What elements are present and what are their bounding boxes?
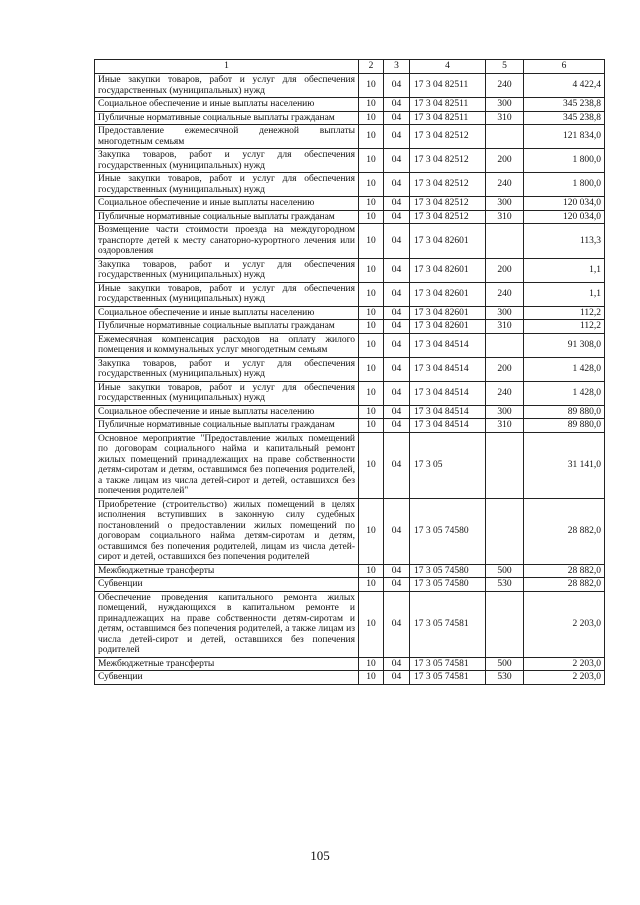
row-target-code: 17 3 04 82512: [410, 173, 486, 197]
row-name: Закупка товаров, работ и услуг для обеспечения государственных (муниципальных) нужд: [95, 357, 359, 381]
row-section: 10: [359, 306, 384, 320]
row-expense-type: 500: [486, 657, 524, 671]
row-subsection: 04: [384, 671, 410, 685]
row-section: 10: [359, 564, 384, 578]
row-amount: 1,1: [524, 282, 605, 306]
row-target-code: 17 3 05 74580: [410, 578, 486, 592]
row-section: 10: [359, 98, 384, 112]
row-target-code: 17 3 04 82511: [410, 98, 486, 112]
row-name: Иные закупки товаров, работ и услуг для обеспечения государственных (муниципальных) нужд: [95, 282, 359, 306]
row-amount: 121 834,0: [524, 125, 605, 149]
row-amount: 1 428,0: [524, 381, 605, 405]
row-section: 10: [359, 432, 384, 498]
row-amount: 120 034,0: [524, 197, 605, 211]
row-target-code: 17 3 04 82512: [410, 125, 486, 149]
row-subsection: 04: [384, 224, 410, 259]
row-section: 10: [359, 197, 384, 211]
row-expense-type: 200: [486, 258, 524, 282]
row-name: Межбюджетные трансферты: [95, 657, 359, 671]
row-subsection: 04: [384, 432, 410, 498]
row-section: 10: [359, 333, 384, 357]
table-row: [95, 74, 605, 98]
header-col-subsection: 3: [384, 60, 410, 74]
row-expense-type: 530: [486, 671, 524, 685]
row-amount: 345 238,8: [524, 98, 605, 112]
row-target-code: 17 3 05 74580: [410, 564, 486, 578]
row-amount: 112,2: [524, 320, 605, 334]
page-number: 105: [310, 848, 330, 863]
row-subsection: 04: [384, 306, 410, 320]
row-target-code: 17 3 04 84514: [410, 405, 486, 419]
table-row: [95, 381, 605, 405]
table-body: [95, 74, 605, 685]
row-target-code: 17 3 05: [410, 432, 486, 498]
table-row: [95, 591, 605, 657]
row-section: 10: [359, 357, 384, 381]
row-amount: 1 800,0: [524, 149, 605, 173]
row-amount: 2 203,0: [524, 591, 605, 657]
row-name: Закупка товаров, работ и услуг для обеспечения государственных (муниципальных) нужд: [95, 258, 359, 282]
row-target-code: 17 3 05 74581: [410, 591, 486, 657]
row-section: 10: [359, 381, 384, 405]
row-subsection: 04: [384, 197, 410, 211]
row-section: 10: [359, 419, 384, 433]
row-name: Обеспечение проведения капитального ремонта жилых помещений, нуждающихся в капитальном ремонте и принадлежащих на праве собственности детям-сиротам и детям, оставшимся без попечения родителей, а также лицам из числа детей-сирот и детей, оставшихся без попечения родителей: [95, 591, 359, 657]
table-row: [95, 197, 605, 211]
row-section: 10: [359, 258, 384, 282]
row-name: Иные закупки товаров, работ и услуг для обеспечения государственных (муниципальных) нужд: [95, 381, 359, 405]
row-name: Социальное обеспечение и иные выплаты населению: [95, 306, 359, 320]
row-amount: 2 203,0: [524, 671, 605, 685]
table-row: [95, 578, 605, 592]
row-subsection: 04: [384, 578, 410, 592]
row-target-code: 17 3 04 84514: [410, 357, 486, 381]
row-subsection: 04: [384, 320, 410, 334]
row-target-code: 17 3 05 74580: [410, 498, 486, 564]
table-row: [95, 306, 605, 320]
row-subsection: 04: [384, 111, 410, 125]
table-row: [95, 149, 605, 173]
row-target-code: 17 3 05 74581: [410, 657, 486, 671]
row-subsection: 04: [384, 149, 410, 173]
row-amount: 112,2: [524, 306, 605, 320]
row-name: Основное мероприятие "Предоставление жилых помещений по договорам социального найма и капитальный ремонт жилых помещений принадлежащих на праве собственности детям-сиротам и детям, оставшимся без попечения родителей, а также лицам из числа детей-сирот и детей, оставшихся без попечения родителей": [95, 432, 359, 498]
row-subsection: 04: [384, 74, 410, 98]
row-target-code: 17 3 04 84514: [410, 333, 486, 357]
row-section: 10: [359, 498, 384, 564]
row-name: Закупка товаров, работ и услуг для обеспечения государственных (муниципальных) нужд: [95, 149, 359, 173]
row-subsection: 04: [384, 357, 410, 381]
row-section: 10: [359, 320, 384, 334]
row-expense-type: 300: [486, 98, 524, 112]
row-amount: 89 880,0: [524, 419, 605, 433]
row-subsection: 04: [384, 591, 410, 657]
row-name: Возмещение части стоимости проезда на междугородном транспорте детей к месту санаторно-курортного лечения или оздоровления: [95, 224, 359, 259]
table-row: [95, 125, 605, 149]
row-section: 10: [359, 74, 384, 98]
row-amount: 89 880,0: [524, 405, 605, 419]
row-amount: 1,1: [524, 258, 605, 282]
row-section: 10: [359, 282, 384, 306]
row-name: Предоставление ежемесячной денежной выплаты многодетным семьям: [95, 125, 359, 149]
row-target-code: 17 3 04 82511: [410, 111, 486, 125]
row-name: Межбюджетные трансферты: [95, 564, 359, 578]
row-amount: 28 882,0: [524, 498, 605, 564]
budget-table-sheet: [94, 59, 604, 685]
row-amount: 4 422,4: [524, 74, 605, 98]
header-col-expense-type: 5: [486, 60, 524, 74]
row-name: Социальное обеспечение и иные выплаты населению: [95, 98, 359, 112]
row-name: Социальное обеспечение и иные выплаты населению: [95, 197, 359, 211]
row-amount: 345 238,8: [524, 111, 605, 125]
row-section: 10: [359, 224, 384, 259]
row-expense-type: 300: [486, 197, 524, 211]
row-section: 10: [359, 210, 384, 224]
row-subsection: 04: [384, 210, 410, 224]
row-amount: 1 800,0: [524, 173, 605, 197]
row-expense-type: [486, 224, 524, 259]
table-row: [95, 210, 605, 224]
row-target-code: 17 3 04 82511: [410, 74, 486, 98]
table-row: [95, 173, 605, 197]
table-row: [95, 333, 605, 357]
row-section: 10: [359, 591, 384, 657]
table-row: [95, 498, 605, 564]
row-expense-type: 300: [486, 306, 524, 320]
row-subsection: 04: [384, 381, 410, 405]
row-target-code: 17 3 04 82512: [410, 210, 486, 224]
row-name: Иные закупки товаров, работ и услуг для обеспечения государственных (муниципальных) нужд: [95, 74, 359, 98]
row-target-code: 17 3 04 82601: [410, 282, 486, 306]
table-row: [95, 657, 605, 671]
table-row: [95, 258, 605, 282]
row-section: 10: [359, 125, 384, 149]
row-target-code: 17 3 05 74581: [410, 671, 486, 685]
row-expense-type: 310: [486, 419, 524, 433]
row-subsection: 04: [384, 173, 410, 197]
row-amount: 31 141,0: [524, 432, 605, 498]
row-amount: 1 428,0: [524, 357, 605, 381]
row-section: 10: [359, 149, 384, 173]
row-subsection: 04: [384, 98, 410, 112]
row-expense-type: 200: [486, 357, 524, 381]
header-col-name: 1: [95, 60, 359, 74]
table-header-row: [95, 60, 605, 74]
row-name: Социальное обеспечение и иные выплаты населению: [95, 405, 359, 419]
row-target-code: 17 3 04 82601: [410, 320, 486, 334]
table-row: [95, 564, 605, 578]
row-amount: 28 882,0: [524, 578, 605, 592]
table-row: [95, 357, 605, 381]
row-expense-type: 240: [486, 74, 524, 98]
row-name: Публичные нормативные социальные выплаты гражданам: [95, 210, 359, 224]
table-row: [95, 224, 605, 259]
row-section: 10: [359, 405, 384, 419]
row-subsection: 04: [384, 405, 410, 419]
row-expense-type: [486, 591, 524, 657]
row-name: Субвенции: [95, 578, 359, 592]
row-expense-type: 500: [486, 564, 524, 578]
row-section: 10: [359, 578, 384, 592]
row-section: 10: [359, 671, 384, 685]
row-expense-type: 200: [486, 149, 524, 173]
row-expense-type: 530: [486, 578, 524, 592]
table-row: [95, 405, 605, 419]
row-amount: 91 308,0: [524, 333, 605, 357]
row-name: Приобретение (строительство) жилых помещений в целях исполнения вступивших в законную силу судебных постановлений о предоставлении жилых помещений по договорам социального найма детям-сиротам и детям, оставшимся без попечения родителей, лицам из числа детей-сирот и детей, оставшихся без попечения родителей: [95, 498, 359, 564]
header-col-amount: 6: [524, 60, 605, 74]
row-name: Иные закупки товаров, работ и услуг для обеспечения государственных (муниципальных) нужд: [95, 173, 359, 197]
row-subsection: 04: [384, 564, 410, 578]
table-row: [95, 671, 605, 685]
row-amount: 28 882,0: [524, 564, 605, 578]
row-name: Субвенции: [95, 671, 359, 685]
row-target-code: 17 3 04 82512: [410, 149, 486, 173]
row-target-code: 17 3 04 82601: [410, 258, 486, 282]
table-row: [95, 98, 605, 112]
row-section: 10: [359, 173, 384, 197]
table-row: [95, 111, 605, 125]
row-subsection: 04: [384, 498, 410, 564]
row-target-code: 17 3 04 82601: [410, 224, 486, 259]
row-amount: 2 203,0: [524, 657, 605, 671]
table-row: [95, 320, 605, 334]
budget-table: [94, 59, 605, 685]
row-section: 10: [359, 111, 384, 125]
row-subsection: 04: [384, 125, 410, 149]
row-expense-type: 240: [486, 173, 524, 197]
header-col-target-code: 4: [410, 60, 486, 74]
row-expense-type: 310: [486, 320, 524, 334]
row-target-code: 17 3 04 82601: [410, 306, 486, 320]
row-target-code: 17 3 04 84514: [410, 419, 486, 433]
row-name: Публичные нормативные социальные выплаты гражданам: [95, 111, 359, 125]
row-expense-type: [486, 432, 524, 498]
row-subsection: 04: [384, 282, 410, 306]
table-row: [95, 419, 605, 433]
row-section: 10: [359, 657, 384, 671]
row-expense-type: [486, 125, 524, 149]
row-name: Публичные нормативные социальные выплаты гражданам: [95, 419, 359, 433]
row-expense-type: 300: [486, 405, 524, 419]
row-subsection: 04: [384, 657, 410, 671]
row-expense-type: [486, 333, 524, 357]
row-expense-type: [486, 498, 524, 564]
row-subsection: 04: [384, 258, 410, 282]
row-expense-type: 310: [486, 210, 524, 224]
row-name: Публичные нормативные социальные выплаты гражданам: [95, 320, 359, 334]
row-amount: 113,3: [524, 224, 605, 259]
row-expense-type: 240: [486, 381, 524, 405]
row-subsection: 04: [384, 419, 410, 433]
row-target-code: 17 3 04 82512: [410, 197, 486, 211]
row-name: Ежемесячная компенсация расходов на оплату жилого помещения и коммунальных услуг многодетным семьям: [95, 333, 359, 357]
row-expense-type: 240: [486, 282, 524, 306]
table-row: [95, 432, 605, 498]
row-subsection: 04: [384, 333, 410, 357]
row-amount: 120 034,0: [524, 210, 605, 224]
row-target-code: 17 3 04 84514: [410, 381, 486, 405]
header-col-section: 2: [359, 60, 384, 74]
table-row: [95, 282, 605, 306]
row-expense-type: 310: [486, 111, 524, 125]
